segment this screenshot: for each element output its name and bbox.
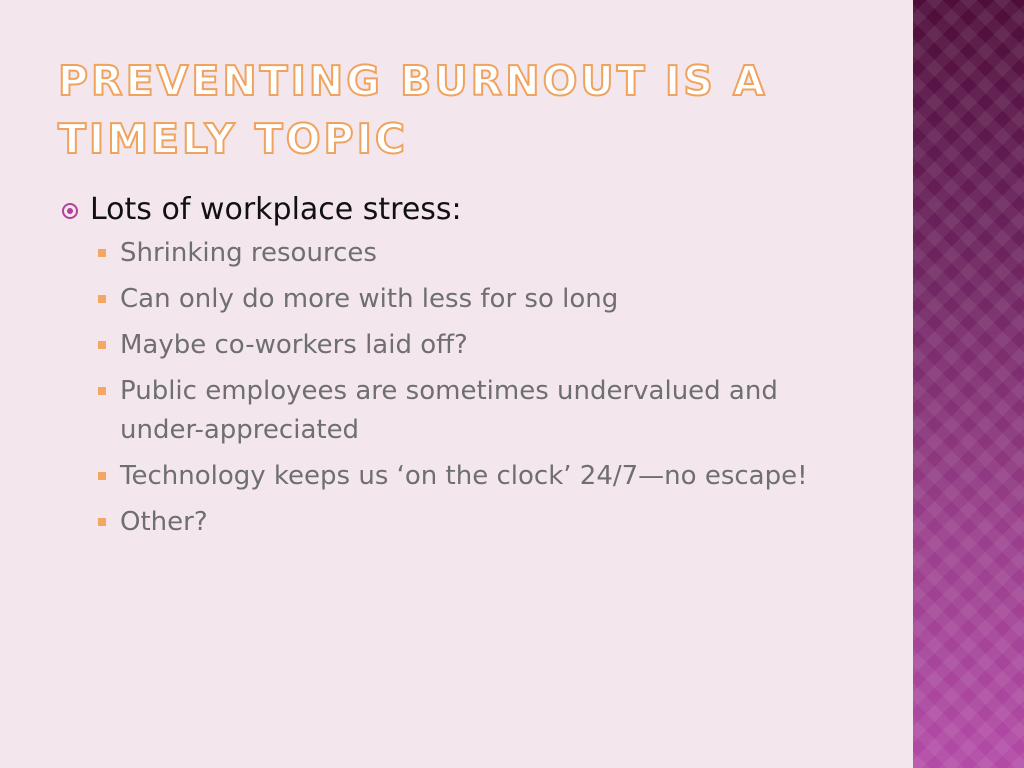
sub-bullet-item: [62, 280, 822, 319]
sub-bullet-item: [62, 234, 822, 273]
slide-title: PREVENTING BURNOUT IS A TIMELY TOPIC: [58, 57, 768, 163]
sub-bullet-text: Other?: [120, 507, 208, 537]
sub-bullet-text: Public employees are sometimes undervalued and under-appreciated: [120, 376, 778, 445]
bullet-item: [62, 188, 822, 232]
circle-bullet-icon: [62, 203, 78, 219]
square-bullet-icon: [98, 249, 106, 257]
sub-bullet-text: Can only do more with less for so long: [120, 284, 619, 314]
sub-bullet-item: [62, 372, 822, 450]
square-bullet-icon: [98, 518, 106, 526]
sub-bullet-text: Shrinking resources: [120, 238, 377, 268]
square-bullet-icon: [98, 472, 106, 480]
square-bullet-icon: [98, 295, 106, 303]
sub-bullet-text: Technology keeps us ‘on the clock’ 24/7—no escape!: [120, 461, 808, 491]
decorative-side-panel: [913, 0, 1024, 768]
square-bullet-icon: [98, 341, 106, 349]
sub-bullet-list: [62, 234, 822, 542]
slide-content: [62, 188, 822, 549]
sub-bullet-item: [62, 326, 822, 365]
sub-bullet-item: [62, 503, 822, 542]
sub-bullet-text: Maybe co-workers laid off?: [120, 330, 468, 360]
bullet-text: Lots of workplace stress:: [90, 192, 462, 227]
sub-bullet-item: [62, 457, 822, 496]
square-bullet-icon: [98, 387, 106, 395]
